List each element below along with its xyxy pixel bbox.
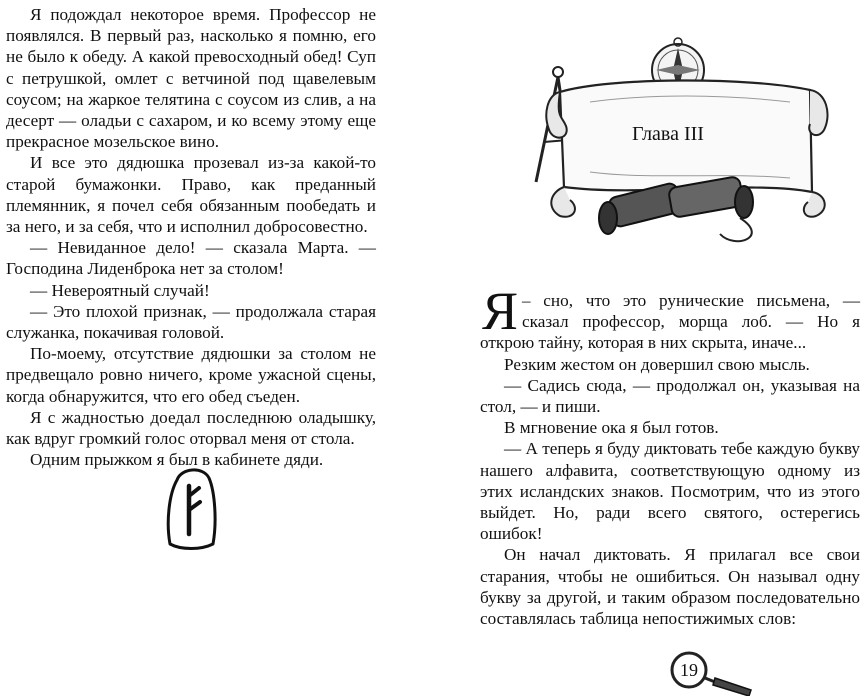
- rune-stone-icon: [163, 462, 219, 554]
- paragraph: Одним прыжком я был в кабинете дяди.: [30, 450, 324, 470]
- paragraph: — Это плохой признак, — продолжала старая служанка, покачивая головой.: [6, 301, 376, 343]
- chapter-title: Глава III: [632, 123, 704, 145]
- paragraph: Резким жестом он довершил свою мысль.: [504, 354, 810, 374]
- first-paragraph-text: сно, что это рунические письмена, — сказал профессор, морща лоб. — Но я открою тайну, которая в них скрыта, иначе...: [480, 291, 861, 353]
- paragraph: Он начал диктовать. Я прилагал все свои старания, чтобы не ошибиться. Он называл одну букву за другой, и таким образом последовательно составлялась таблица непостижимых слов:: [480, 545, 860, 629]
- paragraph: И все это дядюшка прозевал из-за какой-то старой бумажонки. Право, как преданный племянник, я почел себя обязанным пообедать и за него, и за себя, что и исполнил добросовестно.: [6, 153, 376, 237]
- paragraph: — А теперь я буду диктовать тебе каждую букву нашего алфавита, соответствующую одному из этих исландских знаков. Посмотрим, что из этого выйдет. Но, ради всего святого, остерегись ошибок!: [480, 439, 860, 544]
- paragraph: — Садись сюда, — продолжал он, указывая на стол, — и пиши.: [480, 375, 860, 417]
- page-number: 19: [680, 660, 698, 680]
- lead-dash: –: [522, 291, 531, 310]
- paragraph: По-моему, отсутствие дядюшки за столом не предвещало ровно ничего, кроме ужасной сцены, когда обнаружится, что его обед съеден.: [6, 344, 376, 406]
- page-number-badge: [667, 650, 757, 696]
- paragraph: В мгновение ока я был готов.: [504, 418, 719, 438]
- first-paragraph: [480, 281, 861, 354]
- left-page-text: [6, 4, 376, 470]
- drop-cap: Я: [482, 281, 519, 341]
- paragraph: — Невиданное дело! — сказала Марта. — Господина Лиденброка нет за столом!: [6, 238, 376, 279]
- paragraph: Я с жадностью доедал последнюю оладышку, как вдруг громкий голос оторвал меня от стола.: [6, 407, 376, 449]
- paragraph: — Невероятный случай!: [30, 280, 210, 300]
- right-page-text: [480, 281, 861, 629]
- paragraph: Я подождал некоторое время. Профессор не появлялся. В первый раз, насколько я помню, его не было к обеду. А какой превосходный обед! Суп с петрушкой, омлет с ветчиной под щавелевым соусом; на жаркое телятина с соусом из слив, а на десерт — оладьи с сахаром, и ко всему этому еще прекрасное мозельское вино.: [6, 5, 376, 152]
